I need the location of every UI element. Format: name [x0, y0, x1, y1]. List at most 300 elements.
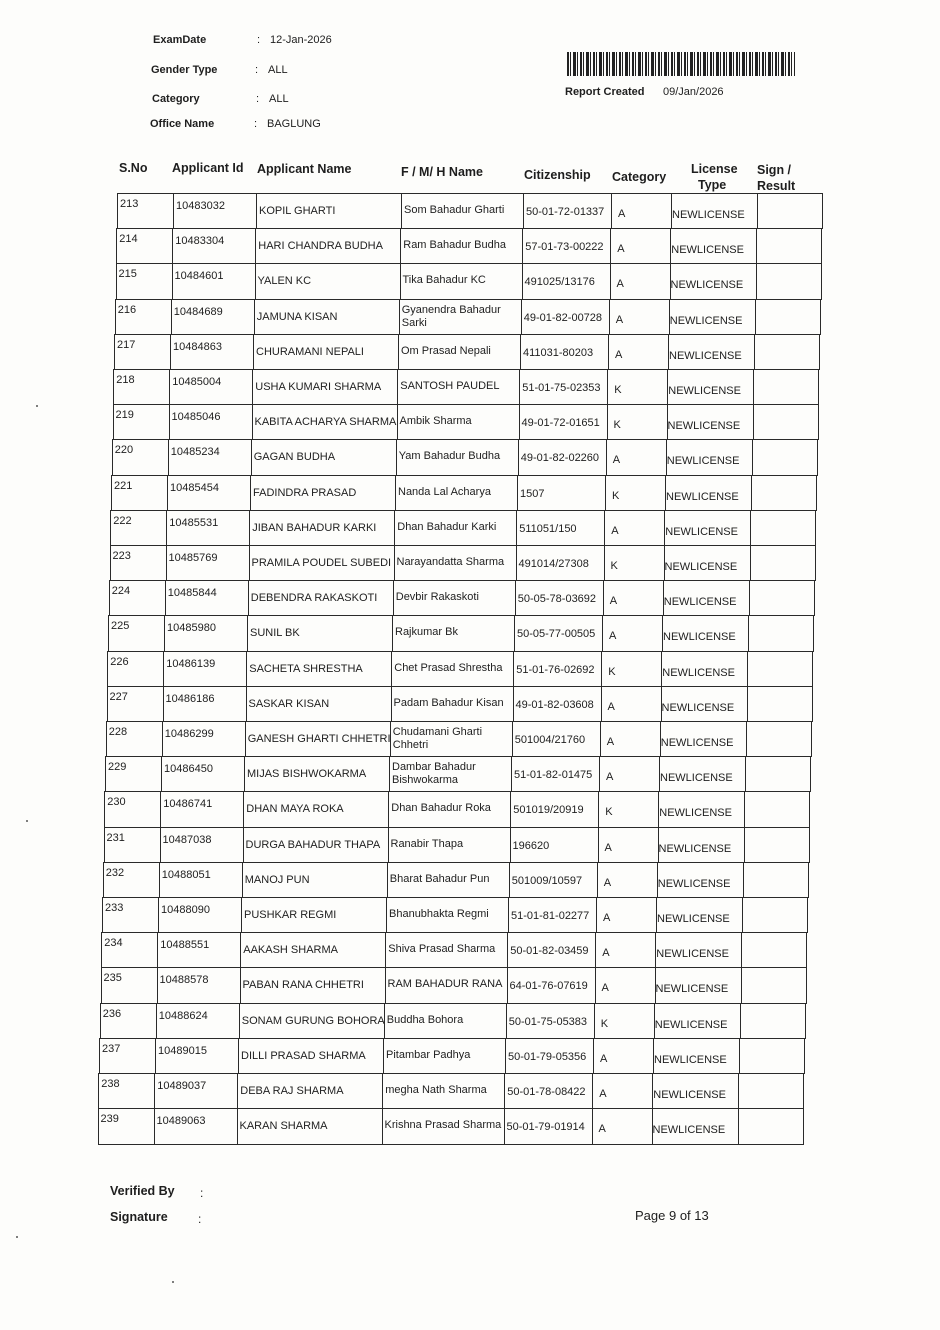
cell-sign-result[interactable]	[756, 229, 821, 264]
cell-sign-result[interactable]	[745, 757, 810, 792]
cell-sno-text: 227	[109, 690, 128, 703]
cell-sign-result[interactable]	[751, 476, 816, 511]
cell-applicant-name-text: USHA KUMARI SHARMA	[255, 381, 382, 393]
cell-category	[593, 1039, 653, 1074]
cell-category-text: A	[616, 278, 624, 291]
table-row	[110, 510, 816, 546]
cell-fmh-name	[388, 792, 510, 827]
cell-license-type-text: NEWLICENSE	[668, 385, 741, 397]
cell-license-type-text: NEWLICENSE	[660, 737, 734, 749]
cell-citizenship	[515, 581, 603, 616]
cell-fmh-name	[385, 933, 507, 968]
cell-fmh-name	[398, 335, 520, 370]
cell-sign-result[interactable]	[747, 652, 812, 687]
office-name-value: BAGLUNG	[267, 118, 321, 130]
cell-applicant-id	[165, 581, 248, 616]
cell-applicant-name-text: SONAM GURUNG BOHORA	[241, 1014, 385, 1027]
cell-applicant-name	[237, 1074, 382, 1109]
cell-license-type	[652, 1074, 738, 1109]
cell-fmh-name	[399, 300, 521, 335]
cell-sign-result[interactable]	[757, 194, 822, 229]
cell-applicant-name-text: KOPIL GHARTI	[259, 205, 336, 217]
cell-license-type	[664, 511, 750, 546]
cell-category-text: A	[615, 348, 623, 361]
cell-category	[607, 405, 667, 440]
header-applicant-id: Applicant Id	[172, 161, 244, 175]
cell-license-type	[659, 757, 745, 792]
cell-fmh-name-text: Buddha Bohora	[386, 1013, 464, 1026]
cell-applicant-name	[237, 1109, 382, 1144]
cell-license-type	[666, 440, 752, 475]
cell-fmh-name-text: Tika Bahadur KC	[402, 274, 486, 287]
cell-sign-result[interactable]	[742, 898, 807, 933]
cell-sign-result[interactable]	[753, 370, 818, 405]
cell-sign-result[interactable]	[748, 616, 813, 651]
cell-category-text: K	[605, 806, 613, 819]
report-created-label: Report Created	[565, 86, 645, 98]
barcode	[567, 52, 795, 76]
cell-license-type	[657, 863, 743, 898]
cell-applicant-name	[251, 440, 396, 475]
cell-applicant-name-text: FADINDRA PRASAD	[253, 486, 357, 499]
header-sno: S.No	[119, 161, 148, 175]
cell-category	[597, 863, 657, 898]
cell-applicant-id	[169, 370, 252, 405]
cell-applicant-name	[239, 1004, 384, 1039]
colon: :	[257, 34, 261, 46]
cell-sign-result[interactable]	[753, 405, 818, 440]
cell-category	[598, 828, 658, 863]
cell-applicant-name-text: SUNIL BK	[250, 627, 300, 640]
cell-applicant-id-text: 10489063	[156, 1115, 206, 1128]
cell-citizenship-text: 49-01-82-00728	[523, 311, 603, 324]
cell-category-text: A	[601, 982, 609, 995]
cell-sign-result[interactable]	[750, 546, 815, 581]
cell-license-type	[667, 370, 753, 405]
cell-license-type	[654, 1004, 740, 1039]
cell-sno	[112, 476, 167, 511]
cell-category	[610, 229, 670, 264]
cell-license-type-text: NEWLICENSE	[653, 1089, 726, 1101]
cell-applicant-name-text: DEBENDRA RAKASKOTI	[250, 592, 378, 605]
cell-fmh-name	[387, 863, 509, 898]
cell-sno-text: 217	[117, 338, 136, 351]
table-row	[107, 686, 813, 722]
cell-fmh-name-text: Ram Bahadur Budha	[403, 239, 506, 252]
cell-category-text: A	[606, 771, 614, 784]
cell-license-type-text: NEWLICENSE	[654, 1053, 727, 1066]
table-row	[116, 228, 822, 264]
cell-applicant-id-text: 10485004	[172, 376, 222, 388]
cell-applicant-id-text: 10489037	[157, 1080, 207, 1092]
cell-applicant-id-text: 10486139	[166, 657, 216, 670]
cell-sign-result[interactable]	[746, 722, 811, 757]
cell-citizenship-text: 50-01-78-08422	[507, 1086, 586, 1098]
cell-sno-text: 219	[115, 409, 134, 422]
header-applicant-name: Applicant Name	[257, 162, 352, 176]
cell-license-type-text: NEWLICENSE	[660, 772, 733, 785]
table-row	[116, 263, 822, 299]
cell-applicant-id	[154, 1074, 237, 1109]
cell-fmh-name-text: Narayandatta Sharma	[396, 556, 505, 568]
cell-category	[596, 898, 656, 933]
cell-citizenship	[516, 511, 604, 546]
cell-sno	[109, 616, 164, 651]
cell-applicant-id	[166, 546, 249, 581]
cell-fmh-name-text: Devbir Rakaskoti	[395, 591, 479, 604]
cell-category-text: A	[602, 947, 610, 960]
cell-citizenship-text: 49-01-82-03608	[515, 698, 594, 711]
cell-fmh-name-text: Dhan Bahadur Karki	[397, 520, 497, 533]
cell-sign-result[interactable]	[756, 264, 821, 299]
cell-category	[592, 1109, 652, 1144]
cell-license-type	[661, 687, 747, 722]
cell-sno	[117, 229, 172, 264]
cell-citizenship-text: 196620	[512, 839, 550, 852]
cell-sno	[108, 687, 163, 722]
cell-sno	[114, 370, 169, 405]
cell-applicant-name	[247, 616, 392, 651]
cell-license-type	[658, 828, 744, 863]
cell-citizenship	[520, 335, 608, 370]
cell-sno	[102, 933, 157, 968]
cell-fmh-name	[390, 722, 512, 757]
cell-citizenship	[521, 300, 609, 335]
cell-applicant-name-text: DEBA RAJ SHARMA	[240, 1085, 344, 1097]
table-row	[108, 615, 814, 651]
cell-sign-result[interactable]	[741, 933, 806, 968]
cell-applicant-id	[172, 264, 255, 299]
cell-category-text: A	[598, 1123, 606, 1136]
cell-applicant-id	[159, 863, 242, 898]
cell-sno-text: 233	[105, 902, 124, 914]
cell-category	[605, 476, 665, 511]
cell-citizenship-text: 57-01-73-00222	[525, 241, 604, 254]
cell-license-type	[653, 1039, 739, 1074]
cell-applicant-id-text: 10486741	[163, 798, 213, 811]
cell-category-text: A	[612, 454, 621, 467]
cell-applicant-name	[252, 370, 397, 405]
cell-license-type-text: NEWLICENSE	[654, 1018, 728, 1031]
cell-sno-text: 237	[102, 1042, 121, 1055]
cell-applicant-id-text: 10488624	[158, 1009, 208, 1022]
table-row	[101, 932, 807, 968]
table-row	[99, 1038, 805, 1074]
report-created	[565, 86, 724, 98]
cell-applicant-id-text: 10487038	[162, 833, 212, 846]
cell-fmh-name-text: Ranabir Thapa	[390, 837, 464, 850]
cell-sno	[100, 1039, 155, 1074]
colon: :	[198, 1212, 202, 1226]
cell-citizenship-text: 50-05-78-03692	[517, 593, 597, 606]
header-citizenship: Citizenship	[524, 168, 591, 182]
cell-applicant-id-text: 10483304	[175, 235, 225, 248]
cell-applicant-name-text: HARI CHANDRA BUDHA	[258, 240, 383, 253]
exam-date-value: 12-Jan-2026	[270, 34, 332, 46]
cell-citizenship-text: 49-01-82-02260	[520, 452, 600, 465]
cell-citizenship-text: 1507	[520, 487, 545, 500]
cell-category-text: K	[610, 560, 618, 572]
cell-fmh-name	[400, 264, 522, 299]
cell-applicant-name	[255, 229, 400, 264]
cell-applicant-name-text: YALEN KC	[257, 275, 312, 288]
cell-fmh-name	[382, 1074, 504, 1109]
cell-applicant-name	[238, 1039, 383, 1074]
cell-category	[609, 300, 669, 335]
colon: :	[254, 118, 258, 130]
cell-applicant-name-text: DURGA BAHADUR THAPA	[245, 838, 381, 851]
cell-applicant-id-text: 10484863	[173, 340, 222, 353]
cell-category	[595, 968, 655, 1003]
header-fmh-name: F / M/ H Name	[401, 165, 483, 179]
cell-sno-text: 222	[113, 514, 132, 527]
category-value: ALL	[269, 93, 289, 105]
cell-applicant-name-text: AAKASH SHARMA	[243, 944, 338, 957]
scan-speck	[26, 820, 28, 822]
cell-sno-text: 228	[108, 726, 128, 738]
cell-category-text: A	[603, 912, 611, 924]
cell-fmh-name-text: Bhanubhakta Regmi	[389, 908, 489, 920]
cell-fmh-name-text: RAM BAHADUR RANA	[387, 978, 503, 991]
cell-license-type-text: NEWLICENSE	[656, 948, 729, 961]
cell-fmh-name	[397, 370, 519, 405]
cell-fmh-name	[393, 581, 515, 616]
cell-sno-text: 225	[111, 620, 130, 633]
cell-applicant-id-text: 10488051	[161, 868, 211, 881]
table-row	[109, 580, 815, 616]
cell-sno-text: 223	[112, 550, 131, 562]
cell-applicant-name-text: KARAN SHARMA	[239, 1120, 328, 1133]
cell-citizenship	[513, 652, 601, 687]
cell-fmh-name	[382, 1109, 504, 1144]
cell-sno-text: 224	[111, 585, 131, 598]
cell-applicant-id-text: 10489015	[158, 1044, 207, 1057]
table-row	[111, 475, 817, 511]
cell-citizenship-text: 50-01-82-03459	[510, 945, 589, 958]
cell-sno-text: 226	[110, 655, 129, 668]
table-row	[106, 721, 812, 757]
cell-license-type	[658, 792, 744, 827]
cell-fmh-name-text: SANTOSH PAUDEL	[400, 380, 500, 392]
cell-license-type	[656, 898, 742, 933]
cell-license-type-text: NEWLICENSE	[671, 244, 744, 257]
cell-citizenship-text: 49-01-72-01651	[521, 417, 600, 430]
category-label: Category	[152, 93, 200, 105]
cell-sno-text: 213	[120, 198, 139, 210]
cell-fmh-name-text: megha Nath Sharma	[385, 1084, 487, 1096]
cell-applicant-id	[162, 722, 245, 757]
cell-fmh-name-text: Chet Prasad Shrestha	[394, 661, 503, 674]
cell-license-type-text: NEWLICENSE	[658, 842, 732, 855]
cell-category-text: A	[617, 243, 625, 256]
cell-license-type-text: NEWLICENSE	[670, 279, 744, 292]
gender-type-value: ALL	[268, 64, 288, 76]
cell-license-type-text: NEWLICENSE	[667, 420, 741, 433]
cell-citizenship	[513, 687, 601, 722]
cell-category	[607, 370, 667, 405]
cell-citizenship	[519, 370, 607, 405]
table-row	[101, 967, 807, 1003]
cell-applicant-name	[246, 652, 391, 687]
exam-date-label: ExamDate	[153, 34, 207, 46]
cell-license-type-text: NEWLICENSE	[666, 455, 740, 468]
cell-applicant-id-text: 10484601	[174, 270, 224, 283]
cell-license-type-text: NEWLICENSE	[669, 314, 743, 327]
cell-category	[592, 1074, 652, 1109]
cell-fmh-name	[401, 194, 523, 229]
cell-applicant-name-text: MANOJ PUN	[244, 873, 310, 886]
cell-applicant-id	[163, 687, 246, 722]
cell-citizenship	[512, 722, 600, 757]
cell-category	[608, 335, 668, 370]
cell-fmh-name-text: Gyanendra Bahadur Sarki	[401, 303, 501, 329]
cell-sno	[105, 792, 160, 827]
cell-license-type	[669, 300, 755, 335]
cell-fmh-name	[400, 229, 522, 264]
cell-sign-result[interactable]	[738, 1074, 803, 1109]
cell-category-text: A	[611, 524, 619, 537]
cell-category-text: A	[607, 700, 615, 713]
cell-category	[610, 264, 670, 299]
cell-license-type-text: NEWLICENSE	[666, 490, 739, 503]
signature-label: Signature	[110, 1210, 168, 1224]
cell-sno-text: 234	[104, 937, 123, 950]
cell-sign-result[interactable]	[752, 440, 817, 475]
cell-license-type	[652, 1109, 738, 1144]
cell-sno	[99, 1109, 154, 1144]
cell-applicant-name	[244, 757, 389, 792]
cell-citizenship-text: 50-05-77-00505	[517, 628, 596, 641]
cell-citizenship	[517, 476, 605, 511]
cell-fmh-name	[389, 757, 511, 792]
cell-applicant-name	[240, 968, 385, 1003]
cell-applicant-name	[249, 546, 394, 581]
cell-license-type-text: NEWLICENSE	[661, 701, 735, 714]
cell-license-type	[670, 229, 756, 264]
cell-applicant-name-text: JAMUNA KISAN	[256, 310, 338, 323]
cell-sno	[104, 863, 159, 898]
cell-category	[601, 652, 661, 687]
cell-category	[598, 792, 658, 827]
cell-license-type-text: NEWLICENSE	[663, 596, 737, 609]
cell-sign-result[interactable]	[750, 511, 815, 546]
cell-category	[600, 722, 660, 757]
table-row	[107, 651, 813, 687]
cell-citizenship-text: 64-01-76-07619	[509, 980, 588, 993]
cell-sign-result[interactable]	[747, 687, 812, 722]
cell-license-type-text: NEWLICENSE	[665, 525, 738, 538]
cell-sign-result[interactable]	[743, 863, 808, 898]
cell-citizenship	[519, 405, 607, 440]
cell-applicant-id	[172, 229, 255, 264]
cell-license-type	[663, 581, 749, 616]
cell-fmh-name	[391, 652, 513, 687]
cell-category-text: A	[609, 595, 618, 608]
cell-applicant-name-text: SASKAR KISAN	[248, 697, 330, 710]
table-row	[98, 1073, 804, 1109]
cell-license-type-text: NEWLICENSE	[659, 807, 732, 820]
cell-applicant-name	[243, 828, 388, 863]
cell-sno	[113, 440, 168, 475]
cell-applicant-id	[161, 757, 244, 792]
cell-applicant-id	[167, 476, 250, 511]
cell-fmh-name	[397, 405, 519, 440]
cell-applicant-id	[170, 335, 253, 370]
cell-sign-result[interactable]	[738, 1109, 803, 1144]
cell-citizenship-text: 51-01-82-01475	[514, 769, 593, 782]
cell-sign-result[interactable]	[754, 335, 819, 370]
cell-applicant-name-text: PRAMILA POUDEL SUBEDI	[251, 557, 392, 569]
cell-fmh-name	[391, 687, 513, 722]
cell-citizenship-text: 501004/21760	[514, 734, 586, 746]
cell-applicant-id-text: 10488578	[159, 974, 209, 987]
cell-citizenship	[514, 616, 602, 651]
cell-sign-result[interactable]	[755, 300, 820, 335]
cell-sno	[117, 264, 172, 299]
cell-applicant-id	[173, 194, 256, 229]
cell-applicant-id-text: 10488551	[160, 939, 210, 952]
cell-applicant-name	[246, 687, 391, 722]
cell-sign-result[interactable]	[740, 1004, 805, 1039]
cell-citizenship	[504, 1109, 592, 1144]
cell-citizenship-text: 501019/20919	[513, 804, 584, 817]
cell-applicant-name-text: PUSHKAR REGMI	[244, 909, 337, 921]
cell-sign-result[interactable]	[744, 792, 809, 827]
cell-citizenship-text: 491014/27308	[518, 558, 589, 570]
cell-license-type	[668, 335, 754, 370]
cell-citizenship-text: 50-01-79-05356	[508, 1050, 587, 1063]
cell-applicant-id	[163, 652, 246, 687]
cell-license-type	[660, 722, 746, 757]
cell-sign-result[interactable]	[741, 968, 806, 1003]
cell-applicant-id-text: 10484689	[173, 305, 223, 318]
cell-applicant-id-text: 10485531	[169, 516, 219, 529]
cell-applicant-name-text: MIJAS BISHWOKARMA	[247, 768, 367, 781]
cell-sign-result[interactable]	[744, 828, 809, 863]
table-row	[104, 827, 810, 863]
cell-sno-text: 218	[116, 374, 135, 386]
scan-speck	[16, 1236, 18, 1238]
cell-fmh-name	[385, 968, 507, 1003]
cell-applicant-id	[160, 828, 243, 863]
cell-applicant-name	[250, 476, 395, 511]
cell-fmh-name-text: Rajkumar Bk	[395, 626, 458, 639]
cell-citizenship	[510, 828, 598, 863]
cell-fmh-name-text: Krishna Prasad Sharma	[384, 1119, 502, 1132]
cell-applicant-id	[169, 405, 252, 440]
cell-sno-text: 238	[101, 1078, 120, 1090]
cell-category	[594, 1004, 654, 1039]
cell-category-text: K	[600, 1017, 609, 1030]
cell-fmh-name-text: Dambar Bahadur Bishwokarma	[392, 761, 476, 787]
cell-citizenship-text: 50-01-79-01914	[506, 1121, 585, 1134]
cell-sno	[105, 828, 160, 863]
cell-sign-result[interactable]	[749, 581, 814, 616]
cell-citizenship	[505, 1039, 593, 1074]
table-row	[115, 299, 821, 335]
cell-applicant-name-text: JIBAN BAHADUR KARKI	[252, 521, 377, 534]
cell-license-type-text: NEWLICENSE	[657, 877, 731, 890]
cell-sign-result[interactable]	[739, 1039, 804, 1074]
cell-category	[606, 440, 666, 475]
header-sign-result-1: Sign /	[757, 163, 792, 177]
colon: :	[200, 1186, 204, 1200]
cell-applicant-id	[155, 1039, 238, 1074]
cell-citizenship-text: 50-01-75-05383	[508, 1015, 588, 1028]
cell-applicant-name-text: SACHETA SHRESTHA	[249, 662, 363, 675]
cell-applicant-name	[245, 722, 390, 757]
cell-sno	[111, 546, 166, 581]
